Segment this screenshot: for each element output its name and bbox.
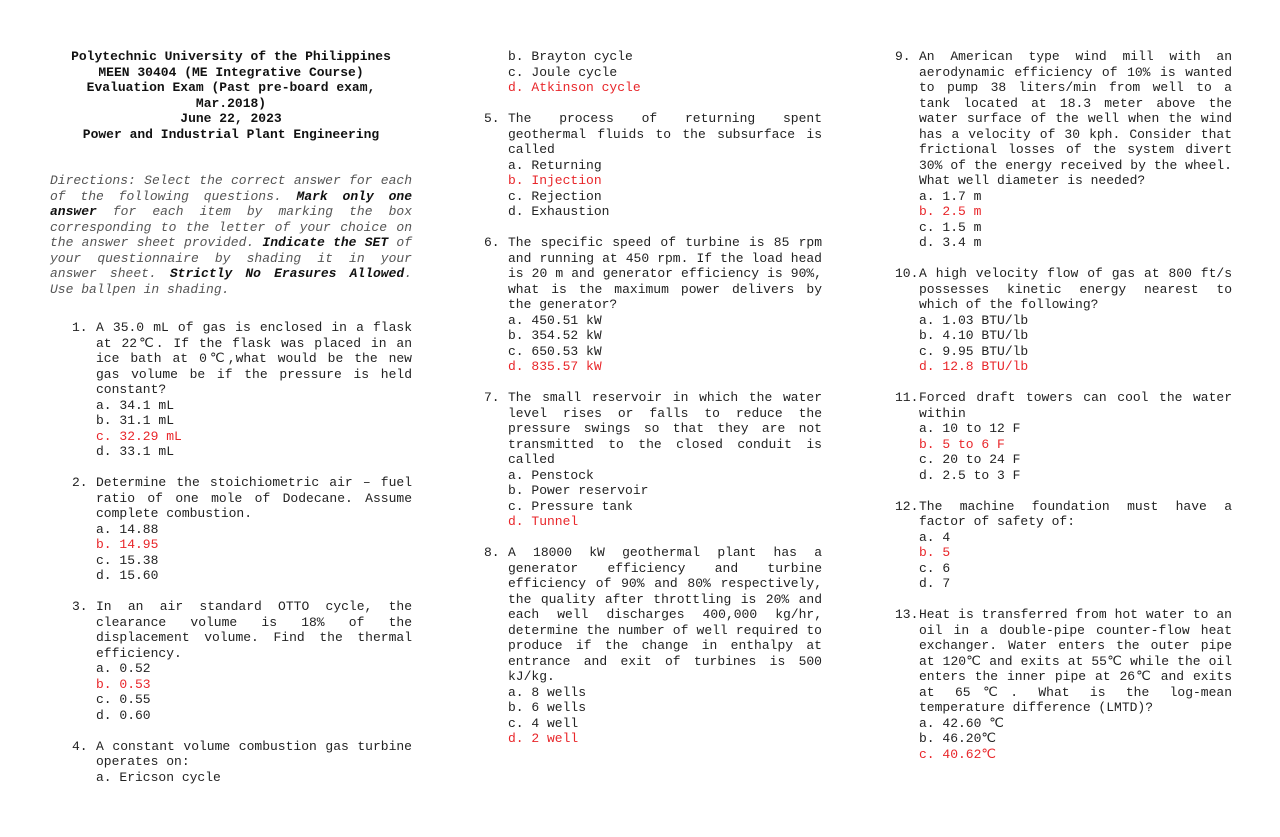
directions-emphasis: Strictly No Erasures Allowed [169,266,405,281]
answer-option: b. 46.20℃ [919,731,997,746]
column-1 [50,49,412,785]
directions-text: . Use ballpen in shading. [50,266,413,297]
question-number: 11. [895,390,919,405]
answer-option-correct: b. 5 [919,545,951,560]
answer-option: d. 0.60 [96,707,151,723]
answer-option-correct: d. 835.57 kW [508,359,602,374]
answer-option-correct: c. 40.62℃ [919,746,997,762]
question-stem: An American type wind mill with an aerodynamic efficiency of 10% is wanted to pump 38 liters/min from well to a tank located at 18.3 meter above the water surface of the well when the wind has a velocity of 30 kph. Consider that frictional losses of the system divert 30% of the energy received by the wheel. What well diameter is needed? [919,49,1232,188]
answer-option: b. 31.1 mL [96,413,175,428]
answer-option: a. Ericson cycle [96,769,221,785]
answer-option: c. Rejection [508,188,602,204]
column-3 [895,49,1232,762]
answer-option: c. 9.95 BTU/lb [919,343,1029,359]
answer-option: a. 34.1 mL [96,397,175,413]
answer-option: d. 33.1 mL [96,444,175,459]
question-2 [72,475,412,584]
answer-option-correct: d. 2 well [508,731,579,746]
question-stem: The specific speed of turbine is 85 rpm and running at 450 rpm. If the load head is 20 m and generator efficiency is 90%, what is the maximum power delivers by the generator? [508,235,822,312]
answer-option: a. 14.88 [96,521,159,537]
answer-option-correct: b. Injection [508,173,602,188]
question-stem: The process of returning spent geothermal fluids to the subsurface is called [508,111,822,157]
question-11 [895,390,1232,483]
directions [50,173,412,297]
exam-date: June 22, 2023 [180,111,282,126]
answer-option: c. 0.55 [96,692,151,707]
answer-option-correct: d. Tunnel [508,514,579,529]
answer-option: c. Joule cycle [508,64,618,80]
answer-option: a. 1.7 m [919,188,982,204]
answer-option: d. 7 [919,576,951,591]
question-stem: In an air standard OTTO cycle, the clearance volume is 18% of the displacement volume. Find the thermal efficiency. [96,599,412,661]
answer-option: d. 15.60 [96,568,159,583]
question-stem: The machine foundation must have a factor of safety of: [919,498,1232,529]
question-5 [484,111,822,220]
answer-option-correct: c. 32.29 mL [96,428,182,444]
answer-option: c. 650.53 kW [508,343,602,359]
answer-option: a. 0.52 [96,661,151,676]
university-name: Polytechnic University of the Philippines [71,49,391,64]
answer-option: a. 4 [919,529,951,545]
answer-option: b. 4.10 BTU/lb [919,328,1029,343]
directions-emphasis: Mark only one answer [50,188,412,219]
answer-option: c. 4 well [508,715,579,731]
question-12 [895,499,1232,592]
question-number: 8. [484,545,500,560]
question-number: 10. [895,266,919,281]
answer-option-correct: b. 14.95 [96,537,159,552]
answer-option-correct: b. 2.5 m [919,204,982,219]
question-stem: Heat is transferred from hot water to an oil in a double-pipe counter-flow heat exchanger. Water enters the outer pipe at 120℃ and exits at 55℃ while the oil enters the inner pipe at 26℃ and exits at 65℃. What is the log-mean temperature difference (LMTD)? [919,607,1232,715]
question-number: 3. [72,599,88,614]
answer-option-correct: d. Atkinson cycle [508,80,641,95]
exam-header [50,49,412,142]
answer-option-correct: d. 12.8 BTU/lb [919,359,1029,374]
answer-option: d. Exhaustion [508,204,610,219]
exam-title: Evaluation Exam (Past pre-board exam, Mar.2018) [86,80,376,111]
question-8 [484,545,822,747]
answer-option: c. 15.38 [96,552,159,568]
answer-option: b. 354.52 kW [508,328,602,343]
answer-option: c. 6 [919,560,951,576]
question-10 [895,266,1232,375]
question-number: 1. [72,320,88,335]
question-7 [484,390,822,530]
directions-text: of your questionnaire by shading it in your answer sheet. [50,235,412,281]
answer-option-correct: b. 5 to 6 F [919,436,1005,452]
answer-option: b. Brayton cycle [508,49,633,64]
question-number: 4. [72,738,88,754]
question-number: 5. [484,111,500,126]
answer-option: a. 42.60 ℃ [919,715,1004,731]
answer-option: c. 1.5 m [919,219,982,235]
answer-option: b. Power reservoir [508,483,649,498]
question-number: 12. [895,498,919,514]
question-stem: Determine the stoichiometric air – fuel ratio of one mole of Dodecane. Assume complete combustion. [96,475,412,521]
exam-subject: Power and Industrial Plant Engineering [82,126,380,142]
answer-option: c. Pressure tank [508,498,633,514]
directions-text: for each item by marking the box corresponding to the letter of your choice on the answer sheet provided. [50,204,412,250]
question-1 [72,320,412,460]
question-9 [895,49,1232,251]
question-6 [484,235,822,375]
column-2 [484,49,822,747]
question-stem: A 18000 kW geothermal plant has a generator efficiency and turbine efficiency of 90% and 80% respectively, the quality after throttling is 20% and each well discharges 400,000 kg/hr, determine the number of well required to produce if the change in enthalpy at entrance and exit of turbines is 500 kJ/kg. [508,545,822,684]
answer-option: a. 1.03 BTU/lb [919,312,1029,328]
answer-option: a. 10 to 12 F [919,421,1021,436]
question-3 [72,599,412,723]
question-number: 2. [72,475,88,490]
question-stem: A high velocity flow of gas at 800 ft/s possesses kinetic energy nearest to which of the following? [919,266,1232,312]
answer-option: a. 450.51 kW [508,312,602,328]
course-title: MEEN 30404 (ME Integrative Course) [98,64,364,80]
answer-option: b. 6 wells [508,700,587,715]
answer-option: a. Penstock [508,467,594,483]
answer-option: c. 20 to 24 F [919,452,1021,467]
answer-option: a. 8 wells [508,684,587,700]
directions-emphasis: Indicate the SET [262,235,389,250]
question-number: 13. [895,607,919,622]
question-number: 7. [484,390,500,405]
question-4 [72,739,412,786]
answer-option: d. 3.4 m [919,235,982,250]
answer-option-correct: b. 0.53 [96,676,151,692]
question-13 [895,607,1232,762]
answer-option: d. 2.5 to 3 F [919,467,1021,483]
question-stem: A constant volume combustion gas turbine operates on: [96,738,412,769]
question-number: 9. [895,49,911,64]
question-stem: The small reservoir in which the water level rises or falls to reduce the pressure swings so that they are not transmitted to the closed conduit is called [508,390,822,467]
question-4 [484,49,822,96]
question-number: 6. [484,235,500,250]
question-stem: A 35.0 mL of gas is enclosed in a flask at 22℃. If the flask was placed in an ice bath at 0℃,what would be the new gas volume be if the pressure is held constant? [96,320,412,397]
answer-option: a. Returning [508,157,602,173]
question-stem: Forced draft towers can cool the water within [919,390,1232,421]
directions-text: Directions: Select the correct answer for each of the following questions. [50,173,412,204]
